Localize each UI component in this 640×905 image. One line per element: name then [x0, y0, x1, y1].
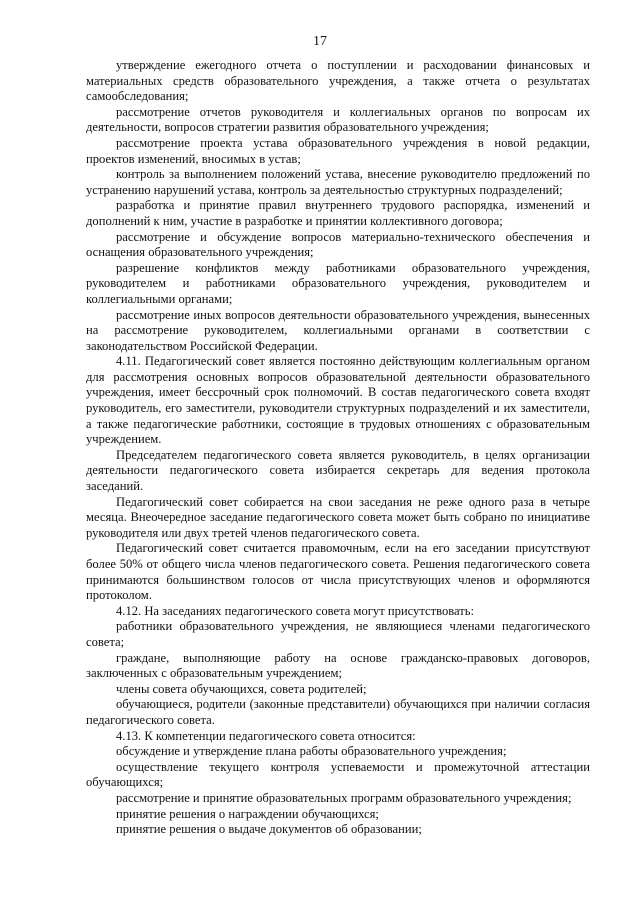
paragraph: Педагогический совет считается правомочным, если на его заседании присутствуют более 50% от общего числа членов педагогического совета. Решения педагогического совета принимаются большинством голосов от числа присутствующих членов и оформляются протоколом. — [86, 541, 590, 603]
paragraph: осуществление текущего контроля успеваемости и промежуточной аттестации обучающихся; — [86, 759, 590, 790]
paragraph: контроль за выполнением положений устава, внесение руководителю предложений по устранению нарушений устава, контроль за деятельностью структурных подразделений; — [86, 167, 590, 197]
page-number: 17 — [313, 34, 327, 49]
paragraph: разрешение конфликтов между работниками образовательного учреждения, руководителем и работниками образовательного учреждения, руководителем и коллегиальными органами; — [86, 260, 590, 306]
paragraph: утверждение ежегодного отчета о поступлении и расходовании финансовых и материальных средств образовательного учреждения, а также отчета о результатах самообследования; — [86, 58, 590, 104]
paragraph: 4.11. Педагогический совет является постоянно действующим коллегиальным органом для рассмотрения основных вопросов образовательной деятельности образовательного учреждения, имеет бессрочный срок полномочий. В состав педагогического совета входят руководитель, его заместители, руководители структурных подразделений и их заместители, а также педагогические работники, состоящие в трудовых отношениях с образовательным учреждением. — [86, 354, 590, 447]
paragraph: обучающиеся, родители (законные представители) обучающихся при наличии согласия педагогического совета. — [86, 697, 590, 727]
paragraph: работники образовательного учреждения, не являющиеся членами педагогического совета; — [86, 619, 590, 649]
document-body — [86, 58, 590, 838]
paragraph: граждане, выполняющие работу на основе гражданско-правовых договоров, заключенных с образовательным учреждением; — [86, 650, 590, 681]
paragraph: рассмотрение проекта устава образовательного учреждения в новой редакции, проектов изменений, вносимых в устав; — [86, 135, 590, 166]
paragraph: 4.13. К компетенции педагогического совета относится: — [116, 728, 416, 743]
paragraph: 4.12. На заседаниях педагогического совета могут присутствовать: — [116, 603, 475, 618]
paragraph: рассмотрение и обсуждение вопросов материально-технического обеспечения и оснащения образовательного учреждения; — [86, 229, 590, 260]
paragraph: рассмотрение отчетов руководителя и коллегиальных органов по вопросам их деятельности, вопросов стратегии развития образовательного учреждения; — [86, 104, 590, 135]
paragraph: рассмотрение иных вопросов деятельности образовательного учреждения, вынесенных на рассмотрение руководителем, коллегиальными органами в соответствии с законодательством Российской Федерации. — [86, 307, 590, 353]
paragraph: разработка и принятие правил внутреннего трудового распорядка, изменений и дополнений к ним, участие в разработке и принятии коллективного договора; — [86, 198, 590, 228]
paragraph: обсуждение и утверждение плана работы образовательного учреждения; — [116, 744, 507, 759]
paragraph: Председателем педагогического совета является руководитель, в целях организации деятельности педагогического совета избирается секретарь для ведения протокола заседаний. — [86, 447, 590, 494]
paragraph: Педагогический совет собирается на свои заседания не реже одного раза в четыре месяца. Внеочередное заседание педагогического совета может быть собрано по инициативе руководителя или двух третей членов педагогического совета. — [86, 494, 590, 540]
paragraph: члены совета обучающихся, совета родителей; — [116, 681, 367, 696]
paragraph: принятие решения о награждении обучающихся; — [116, 806, 379, 821]
paragraph: рассмотрение и принятие образовательных программ образовательного учреждения; — [116, 790, 572, 805]
paragraph: принятие решения о выдаче документов об образовании; — [116, 822, 422, 837]
